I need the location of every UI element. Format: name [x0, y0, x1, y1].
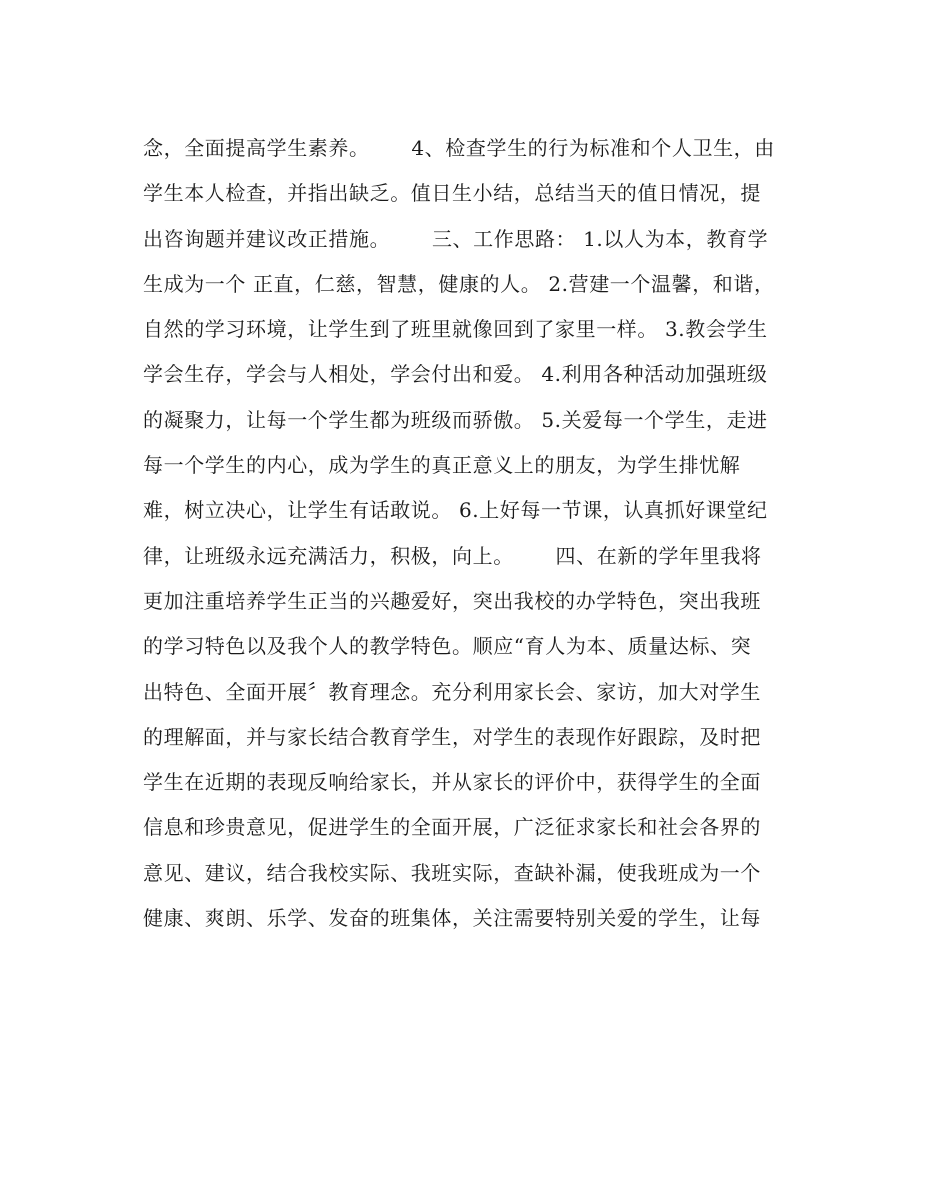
text-line: 自然的学习环境，让学生到了班里就像回到了家里一样。 3.教会学生 — [143, 317, 768, 342]
text-line: 的理解面，并与家长结合教育学生，对学生的表现作好跟踪，及时把 — [143, 724, 761, 749]
text-line: 念，全面提高学生素养。 4、检查学生的行为标准和个人卫生，由 — [143, 136, 775, 160]
text-line: 学生在近期的表现反响给家长，并从家长的评价中，获得学生的全面 — [143, 770, 761, 795]
text-line: 出特色、全面开展〞教育理念。充分利用家长会、家访，加大对学生 — [143, 679, 761, 704]
body-text — [143, 126, 823, 941]
text-line: 的凝聚力，让每一个学生都为班级而骄傲。 5.关爱每一个学生，走进 — [143, 407, 768, 432]
text-line: 律，让班级永远充满活力，积极，向上。 四、在新的学年里我将 — [143, 543, 762, 568]
text-line: 的学习特色以及我个人的教学特色。顺应“育人为本、质量达标、突 — [143, 634, 752, 659]
text-line: 出咨询题并建议改正措施。 三、工作思路： 1.以人为本，教育学 — [143, 226, 769, 251]
text-line: 难，树立决心，让学生有话敢说。 6.上好每一节课，认真抓好课堂纪 — [143, 498, 768, 523]
text-line: 信息和珍贵意见，促进学生的全面开展，广泛征求家长和社会各界的 — [143, 815, 761, 840]
text-line: 学会生存，学会与人相处，学会付出和爱。 4.利用各种活动加强班级 — [143, 362, 768, 387]
text-line: 学生本人检查，并指出缺乏。值日生小结，总结当天的值日情况，提 — [143, 181, 761, 206]
text-line: 意见、建议，结合我校实际、我班实际，查缺补漏，使我班成为一个 — [143, 860, 761, 885]
text-line: 生成为一个 正直，仁慈，智慧，健康的人。 2.营建一个温馨，和谐， — [143, 271, 775, 296]
text-line: 每一个学生的内心，成为学生的真正意义上的朋友，为学生排忧解 — [143, 453, 741, 478]
text-line: 健康、爽朗、乐学、发奋的班集体，关注需要特别关爱的学生，让每 — [143, 906, 761, 931]
text-line: 更加注重培养学生正当的兴趣爱好，突出我校的办学特色，突出我班 — [143, 588, 761, 613]
